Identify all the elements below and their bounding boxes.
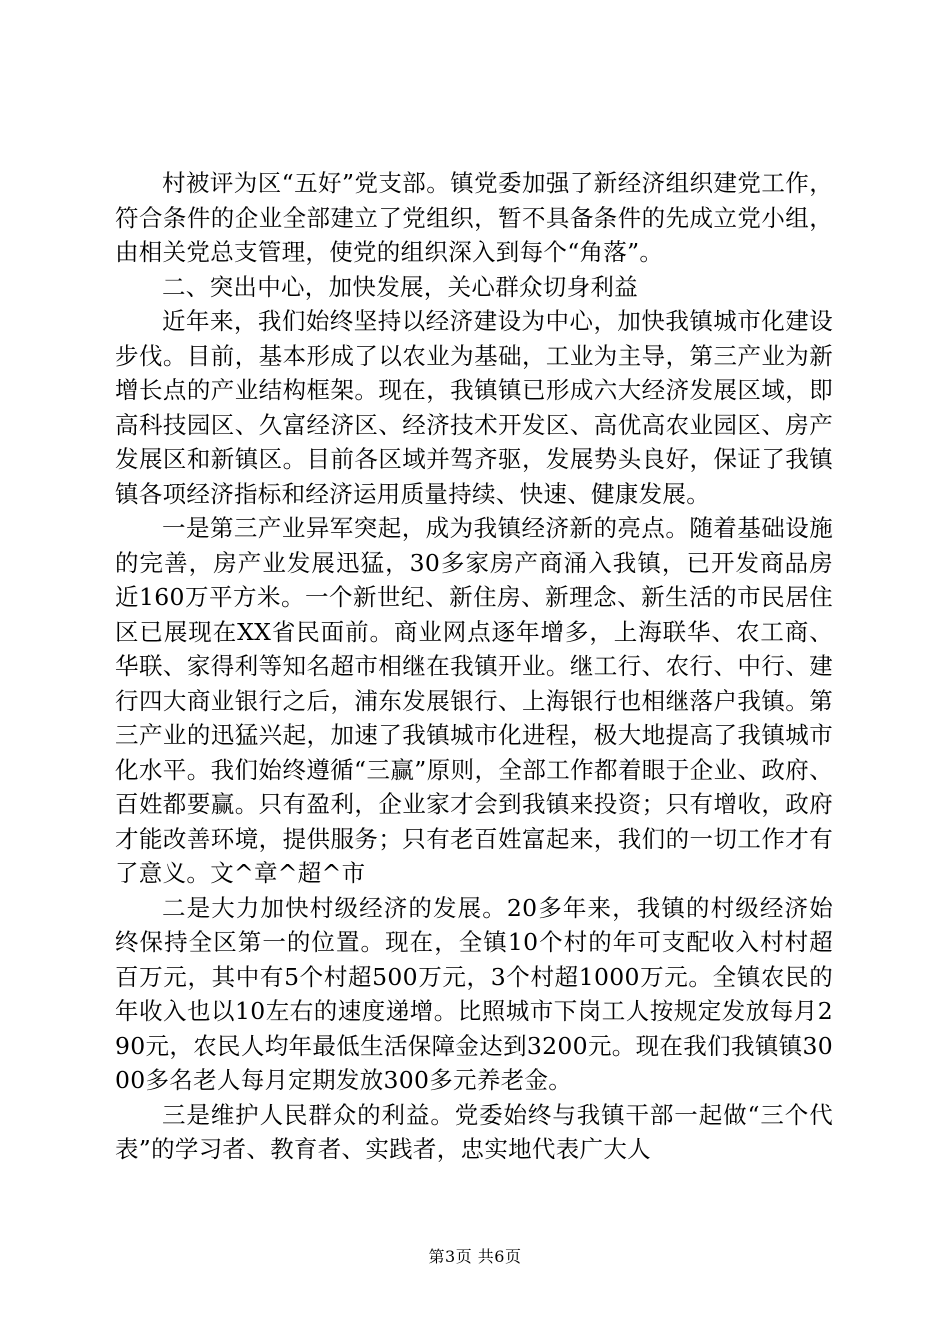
document-body bbox=[115, 166, 833, 1167]
paragraph-tertiary-industry: 一是第三产业异军突起，成为我镇经济新的亮点。随着基础设施的完善，房产业发展迅猛，30多家房产商涌入我镇，已开发商品房近160万平方米。一个新世纪、新住房、新理念、新生活的市民居住区已展现在XX省民面前。商业网点逐年增多，上海联华、农工商、华联、家得利等知名超市相继在我镇开业。继工行、农行、中行、建行四大商业银行之后，浦东发展银行、上海银行也相继落户我镇。第三产业的迅猛兴起，加速了我镇城市化进程，极大地提高了我镇城市化水平。我们始终遵循“三赢”原则，全部工作都着眼于企业、政府、百姓都要赢。只有盈利，企业家才会到我镇来投资；只有增收，政府才能改善环境，提供服务；只有老百姓富起来，我们的一切工作才有了意义。文^章^超^市 bbox=[115, 514, 833, 887]
paragraph-overview: 近年来，我们始终坚持以经济建设为中心，加快我镇城市化建设步伐。目前，基本形成了以农业为基础，工业为主导，第三产业为新增长点的产业结构框架。现在，我镇镇已形成六大经济发展区域，即高科技园区、久富经济区、经济技术开发区、高优高农业园区、房产发展区和新镇区。目前各区域并驾齐驱，发展势头良好，保证了我镇镇各项经济指标和经济运用质量持续、快速、健康发展。 bbox=[115, 307, 833, 508]
section-heading: 二、突出中心，加快发展，关心群众切身利益 bbox=[162, 272, 638, 301]
paragraph-village-economy: 二是大力加快村级经济的发展。20多年来，我镇的村级经济始终保持全区第一的位置。现在，全镇10个村的年可支配收入村村超百万元，其中有5个村超500万元，3个村超1000万元。全镇农民的年收入也以10左右的速度递增。比照城市下岗工人按规定发放每月290元，农民人均年最低生活保障金达到3200元。现在我们我镇镇3000多名老人每月定期发放300多元养老金。 bbox=[115, 893, 833, 1094]
paragraph-continuation: 村被评为区“五好”党支部。镇党委加强了新经济组织建党工作，符合条件的企业全部建立了党组织，暂不具备条件的先成立党小组，由相关党总支管理，使党的组织深入到每个“角落”。 bbox=[115, 169, 833, 266]
paragraph-public-interest: 三是维护人民群众的利益。党委始终与我镇干部一起做“三个代表”的学习者、教育者、实践者，忠实地代表广大人 bbox=[115, 1100, 833, 1163]
page-footer: 第3页 共6页 bbox=[428, 1247, 522, 1266]
